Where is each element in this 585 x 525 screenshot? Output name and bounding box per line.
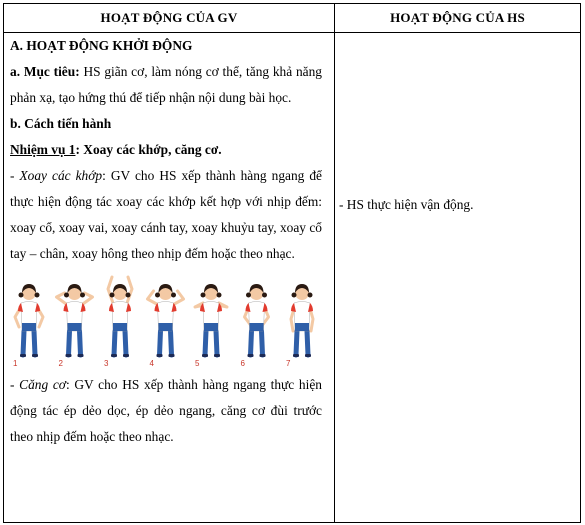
exercise-figure — [241, 284, 269, 368]
exercise-figure — [148, 284, 184, 368]
cach-tien-hanh: b. Cách tiến hành — [10, 116, 112, 131]
figure-number-label: 3 — [104, 359, 109, 368]
xoay-paragraph — [10, 163, 322, 267]
nhiem-vu-paragraph — [10, 137, 322, 163]
exercise-figures-svg — [8, 273, 326, 368]
muc-tieu-text: HS giãn cơ, làm nóng cơ thể, tăng khả năng phản xạ, tạo hứng thú để tiếp nhận nội dung bài học. — [10, 64, 322, 105]
header-hs: HOẠT ĐỘNG CỦA HS — [390, 10, 525, 25]
figure-number-label: 2 — [58, 359, 63, 368]
figure-number-label: 7 — [286, 359, 291, 368]
gv-column — [10, 33, 322, 450]
section-title: A. HOẠT ĐỘNG KHỞI ĐỘNG — [10, 38, 193, 53]
cang-co-text: : GV cho HS xếp thành hàng ngang thực hiện động tác ép dẻo dọc, ép dẻo ngang, căng cơ đùi trước theo nhịp đếm hoặc theo nhạc. — [10, 377, 322, 444]
hs-activity: - HS thực hiện vận động. — [339, 197, 474, 212]
exercise-figure — [13, 284, 43, 368]
exercise-figure — [104, 277, 132, 368]
figure-number-label: 4 — [149, 359, 154, 368]
exercise-figure — [286, 284, 313, 368]
cang-co-dash: - — [10, 377, 20, 392]
header-gv: HOẠT ĐỘNG CỦA GV — [100, 10, 238, 25]
xoay-text: : GV cho HS xếp thành hàng ngang để thực hiện động tác xoay các khớp kết hợp với nhịp đếm: xoay cổ, xoay vai, xoay cánh tay, xoay khuỷu tay, xoay cổ tay – chân, xoay hông theo nhịp đếm hoặc theo nhạc. — [10, 168, 323, 261]
xoay-label: Xoay các khớp — [19, 168, 103, 183]
nhiem-vu-label: Nhiệm vụ 1 — [10, 142, 76, 157]
exercise-figure — [57, 284, 93, 368]
figure-number-label: 1 — [13, 359, 18, 368]
muc-tieu-paragraph — [10, 59, 322, 111]
cang-co-label: Căng cơ — [19, 377, 66, 392]
cang-co-paragraph — [10, 372, 322, 450]
xoay-dash: - — [10, 168, 20, 183]
nhiem-vu-text: : Xoay các khớp, căng cơ. — [75, 142, 222, 157]
exercise-figure — [195, 284, 227, 368]
figure-number-label: 6 — [240, 359, 245, 368]
column-divider — [334, 4, 335, 522]
figure-number-label: 5 — [195, 359, 200, 368]
exercise-illustration — [10, 273, 322, 368]
muc-tieu-label: a. Mục tiêu: — [10, 64, 80, 79]
